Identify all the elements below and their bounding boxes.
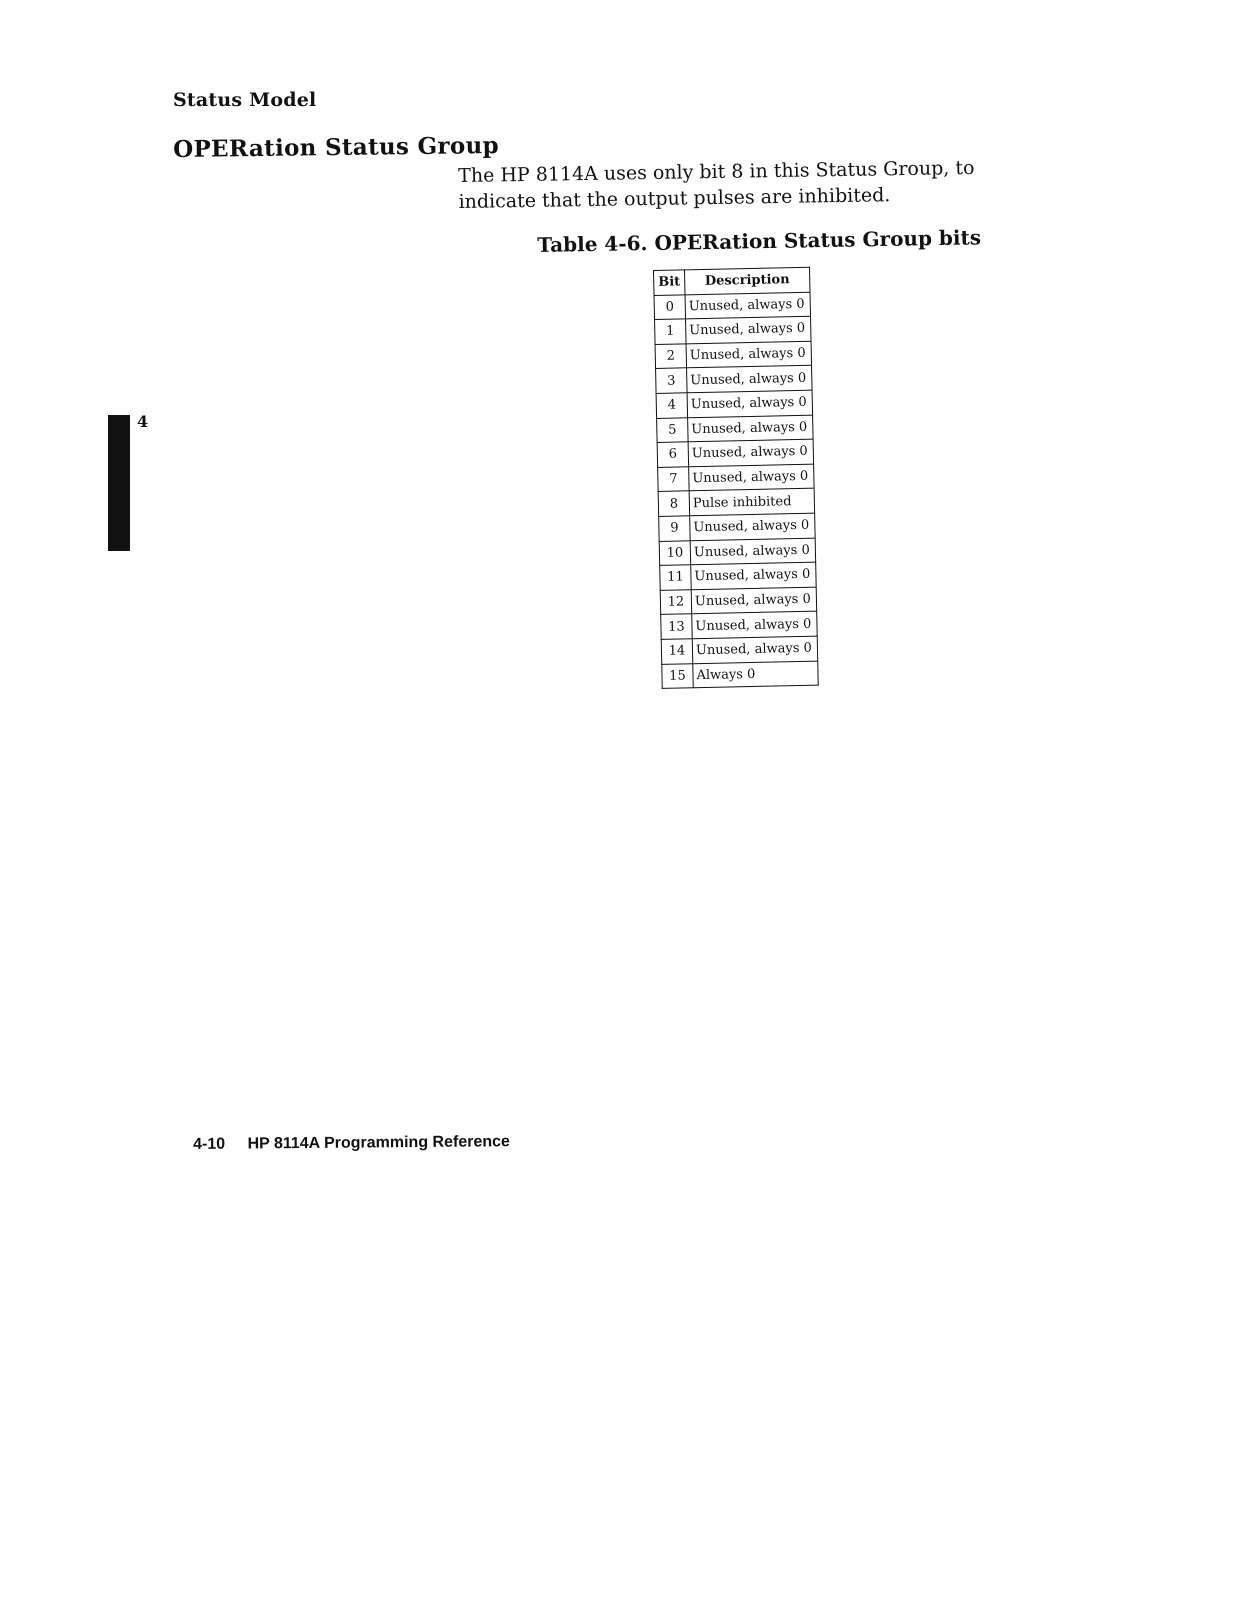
cell-bit: 8	[658, 491, 690, 516]
table-row	[662, 661, 818, 689]
cell-bit: 12	[660, 589, 692, 614]
table-row	[657, 439, 813, 467]
table-body	[654, 292, 818, 689]
table-row	[656, 366, 812, 394]
cell-description: Unused, always 0	[691, 587, 816, 614]
cell-description: Unused, always 0	[691, 562, 816, 589]
table-row	[654, 292, 810, 320]
cell-description: Unused, always 0	[686, 341, 811, 368]
cell-description: Always 0	[693, 661, 818, 688]
table-row	[661, 611, 817, 639]
cell-description: Unused, always 0	[689, 464, 814, 491]
cell-bit: 0	[654, 294, 686, 319]
cell-bit: 11	[660, 565, 692, 590]
cell-description: Unused, always 0	[687, 390, 812, 417]
intro-text: The HP 8114A uses only bit 8 in this Status Group, to indicate that the output pulses are inhibited.	[458, 156, 975, 213]
table-row	[655, 341, 811, 369]
section-title: OPERation Status Group	[173, 132, 500, 163]
table-row	[659, 513, 815, 541]
table-header-row	[654, 267, 810, 295]
footer-title: HP 8114A Programming Reference	[247, 1133, 510, 1153]
footer-page-number: 4-10	[193, 1135, 226, 1153]
intro-paragraph	[458, 155, 979, 215]
table-row	[656, 390, 812, 418]
cell-bit: 14	[661, 639, 693, 664]
cell-description: Unused, always 0	[687, 366, 812, 393]
cell-bit: 13	[661, 614, 693, 639]
table-row	[660, 562, 816, 590]
header-bit: Bit	[654, 270, 686, 295]
table-row	[661, 636, 817, 664]
cell-description: Unused, always 0	[688, 415, 813, 442]
running-head: Status Model	[173, 89, 317, 111]
cell-description: Unused, always 0	[685, 292, 810, 319]
table-row	[658, 464, 814, 492]
cell-bit: 15	[662, 663, 694, 688]
table-row	[655, 316, 811, 344]
cell-description: Unused, always 0	[692, 611, 817, 638]
cell-bit: 3	[656, 368, 688, 393]
cell-bit: 1	[655, 319, 687, 344]
cell-bit: 4	[656, 393, 688, 418]
table-caption: Table 4-6. OPERation Status Group bits	[537, 225, 982, 257]
cell-description: Unused, always 0	[686, 316, 811, 343]
table-row	[657, 415, 813, 443]
cell-description: Unused, always 0	[688, 439, 813, 466]
cell-description: Unused, always 0	[690, 538, 815, 565]
cell-bit: 10	[659, 540, 691, 565]
header-description: Description	[685, 267, 810, 294]
table-row	[658, 489, 814, 517]
cell-description: Unused, always 0	[690, 513, 815, 540]
cell-bit: 6	[657, 442, 689, 467]
status-bits-table-wrapper	[653, 267, 819, 689]
cell-bit: 5	[657, 417, 689, 442]
status-bits-table	[653, 267, 819, 689]
cell-bit: 9	[659, 516, 691, 541]
table-row	[660, 587, 816, 615]
chapter-tab-bar	[108, 415, 130, 551]
cell-bit: 7	[658, 467, 690, 492]
cell-description: Pulse inhibited	[689, 489, 814, 516]
cell-description: Unused, always 0	[692, 636, 817, 663]
page-footer	[193, 1133, 510, 1154]
table-row	[659, 538, 815, 566]
cell-bit: 2	[655, 344, 687, 369]
chapter-tab-number: 4	[137, 412, 149, 431]
